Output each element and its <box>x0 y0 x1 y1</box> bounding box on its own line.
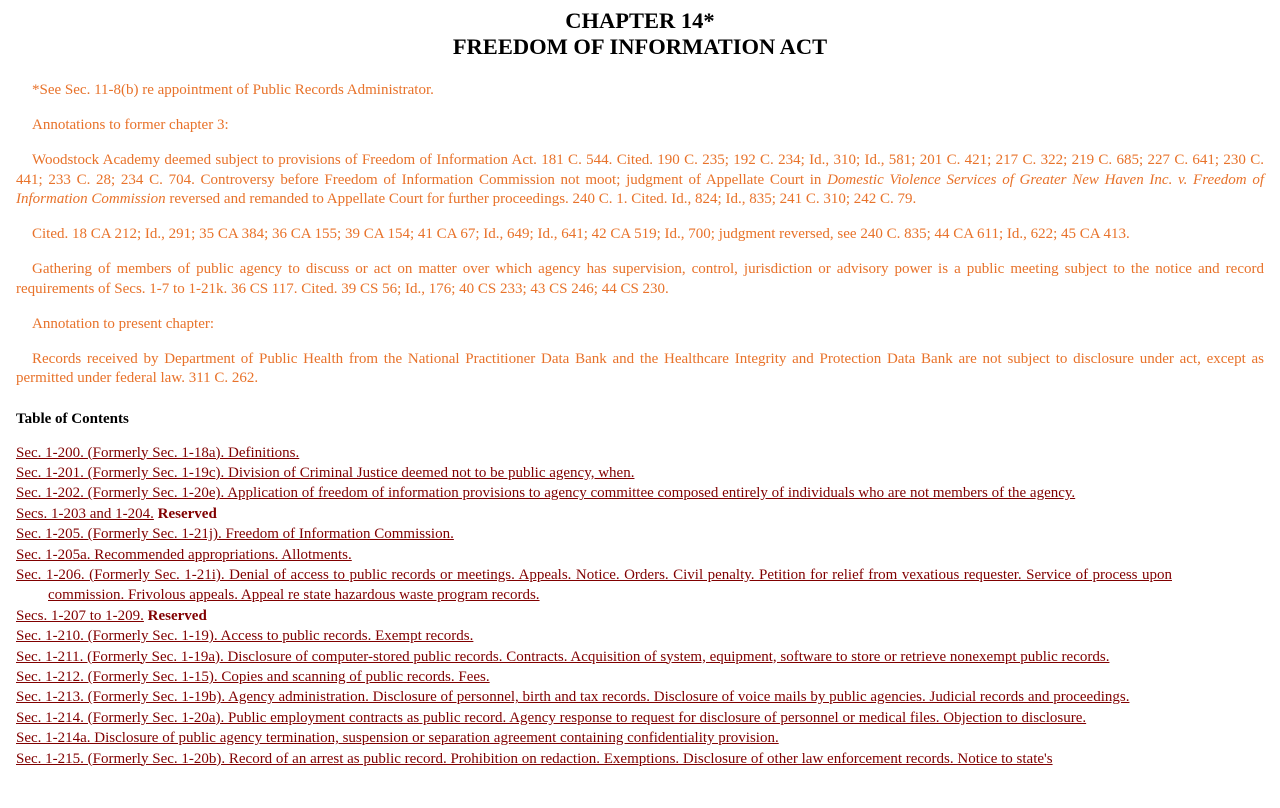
former-chapter-heading: Annotations to former chapter 3: <box>32 117 229 133</box>
toc-link-1-210[interactable]: Sec. 1-210. (Formerly Sec. 1-19). Access to public records. Exempt records. <box>16 628 474 645</box>
footnote-annotation: *See Sec. 11-8(b) re appointment of Public Records Administrator. <box>32 82 434 98</box>
toc-item <box>16 565 1172 606</box>
toc-link-1-207[interactable]: Secs. 1-207 to 1-209. <box>16 607 144 624</box>
table-of-contents <box>16 443 1172 770</box>
toc-item <box>16 504 1172 524</box>
cited-ca-annotation: Cited. 18 CA 212; Id., 291; 35 CA 384; 36 CA 155; 39 CA 154; 41 CA 67; Id., 649; Id., 641; 42 CA 519; Id., 700; judgment reversed, see 240 C. 835; 44 CA 611; Id., 622; 45 CA 413. <box>32 226 1130 242</box>
chapter-name: FREEDOM OF INFORMATION ACT <box>452 34 828 59</box>
toc-item <box>16 443 1172 463</box>
toc-link-1-200[interactable]: Sec. 1-200. (Formerly Sec. 1-18a). Definitions. <box>16 444 300 461</box>
reserved-label: Reserved <box>147 607 207 624</box>
toc-link-1-202[interactable]: Sec. 1-202. (Formerly Sec. 1-20e). Application of freedom of information provisions to agency committee composed entirely of individuals who are not members of the agency. <box>16 485 1076 502</box>
chapter-title <box>16 8 1264 60</box>
toc-item <box>16 749 1172 769</box>
toc-item <box>16 483 1172 503</box>
toc-link-1-206[interactable]: Sec. 1-206. (Formerly Sec. 1-21i). Denial of access to public records or meetings. Appeals. Notice. Orders. Civil penalty. Petition for relief from vexatious requester. Service of process upon commission. Frivolous appeals. Appeal re state hazardous waste program records. <box>16 566 1172 604</box>
woodstock-annotation <box>16 151 1264 210</box>
document-page <box>0 8 1280 769</box>
case-name: Domestic Violence Services of Greater New Haven Inc. v. Freedom of Information Commission <box>16 171 1264 207</box>
toc-link-1-214[interactable]: Sec. 1-214. (Formerly Sec. 1-20a). Public employment contracts as public record. Agency response to request for disclosure of personnel or medical files. Objection to disclosure. <box>16 709 1087 726</box>
toc-link-1-215[interactable]: Sec. 1-215. (Formerly Sec. 1-20b). Record of an arrest as public record. Prohibition on redaction. Exemptions. Disclosure of other law enforcement records. Notice to state's <box>16 750 1053 767</box>
toc-heading: Table of Contents <box>16 410 129 427</box>
toc-link-1-211[interactable]: Sec. 1-211. (Formerly Sec. 1-19a). Disclosure of computer-stored public records. Contracts. Acquisition of system, equipment, software to store or retrieve nonexempt public records. <box>16 648 1110 665</box>
toc-item <box>16 545 1172 565</box>
toc-item <box>16 463 1172 483</box>
toc-item <box>16 708 1172 728</box>
toc-item <box>16 728 1172 748</box>
toc-link-1-205[interactable]: Sec. 1-205. (Formerly Sec. 1-21j). Freedom of Information Commission. <box>16 526 454 543</box>
toc-item <box>16 687 1172 707</box>
toc-link-1-205a[interactable]: Sec. 1-205a. Recommended appropriations. Allotments. <box>16 546 352 563</box>
toc-link-1-212[interactable]: Sec. 1-212. (Formerly Sec. 1-15). Copies and scanning of public records. Fees. <box>16 668 490 685</box>
reserved-label: Reserved <box>157 505 217 522</box>
toc-item <box>16 626 1172 646</box>
toc-link-1-203[interactable]: Secs. 1-203 and 1-204. <box>16 505 154 522</box>
toc-item <box>16 647 1172 667</box>
toc-link-1-213[interactable]: Sec. 1-213. (Formerly Sec. 1-19b). Agency administration. Disclosure of personnel, birth and tax records. Disclosure of voice mails by public agencies. Judicial records and proceedings. <box>16 689 1130 706</box>
records-annotation: Records received by Department of Public Health from the National Practitioner Data Bank and the Healthcare Integrity and Protection Data Bank are not subject to disclosure under act, except as permitted under federal law. 311 C. 262. <box>16 350 1264 386</box>
chapter-number: CHAPTER 14* <box>565 8 715 33</box>
annotation-text: Woodstock Academy deemed subject to provisions of Freedom of Information Act. 181 C. 544. Cited. 190 C. 235; 192 C. 234; Id., 310; Id., 581; 201 C. 421; 217 C. 322; 219 C. 685; 227 C. 641; 230 C. 441; 233 C. 28; 234 C. 704. Controversy before Freedom of Information Commission not moot; judgment of Appellate Court in <box>16 152 1264 188</box>
present-chapter-heading: Annotation to present chapter: <box>32 315 215 332</box>
toc-item <box>16 524 1172 544</box>
toc-link-1-214a[interactable]: Sec. 1-214a. Disclosure of public agency termination, suspension or separation agreement containing confidentiality provision. <box>16 730 779 747</box>
toc-item <box>16 667 1172 687</box>
gathering-annotation: Gathering of members of public agency to discuss or act on matter over which agency has supervision, control, jurisdiction or advisory power is a public meeting subject to the notice and record requirements of Secs. 1-7 to 1-21k. 36 CS 117. Cited. 39 CS 56; Id., 176; 40 CS 233; 43 CS 246; 44 CS 230. <box>16 261 1264 297</box>
toc-link-1-201[interactable]: Sec. 1-201. (Formerly Sec. 1-19c). Division of Criminal Justice deemed not to be public agency, when. <box>16 464 635 481</box>
toc-item <box>16 606 1172 626</box>
annotation-text: reversed and remanded to Appellate Court for further proceedings. 240 C. 1. Cited. Id., 824; Id., 835; 241 C. 310; 242 C. 79. <box>165 191 917 207</box>
